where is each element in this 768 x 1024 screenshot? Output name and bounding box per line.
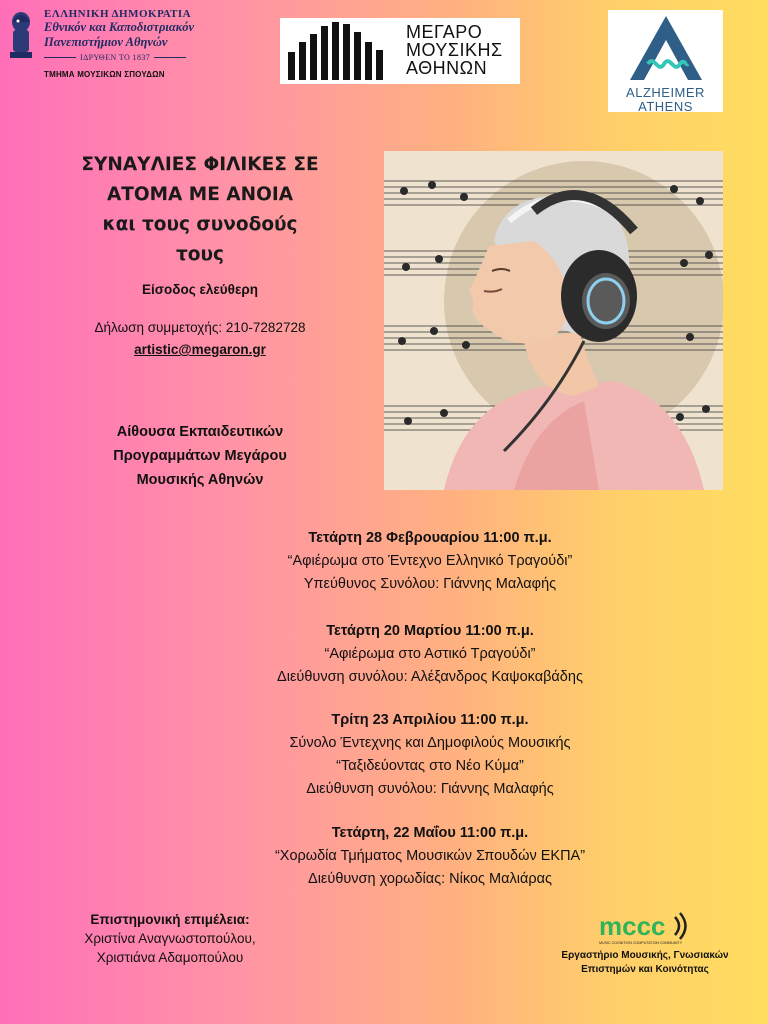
event-line: Διεύθυνση συνόλου: Αλέξανδρος Καψοκαβάδης	[277, 669, 583, 685]
event-date: Τρίτη 23 Απριλίου 11:00 π.μ.	[331, 712, 529, 728]
curator-1: Χριστίνα Αναγνωστοπούλου,	[84, 931, 256, 946]
university-name-line2: Πανεπιστήμιον Αθηνών	[44, 35, 168, 49]
free-entry-text: Είσοδος ελεύθερη	[142, 282, 258, 297]
registration-phone: Δήλωση συμμετοχής: 210-7282728	[94, 320, 306, 335]
event-line: Σύνολο Έντεχνης και Δημοφιλούς Μουσικής	[289, 735, 571, 751]
event-2	[150, 620, 710, 689]
event-date: Τετάρτη 28 Φεβρουαρίου 11:00 π.μ.	[308, 530, 552, 546]
event-line: “Αφιέρωμα στο Έντεχνο Ελληνικό Τραγούδι”	[287, 553, 573, 569]
department-name: ΤΜΗΜΑ ΜΟΥΣΙΚΩΝ ΣΠΟΥΔΩΝ	[44, 70, 165, 79]
megaron-word-3: ΑΘΗΝΩΝ	[406, 58, 488, 78]
title-line-3: και τους συνοδούς	[102, 214, 298, 235]
curator-2: Χριστιάνα Αδαμοπούλου	[96, 950, 244, 965]
title-line-1: ΣΥΝΑΥΛΙΕΣ ΦΙΛΙΚΕΣ ΣΕ	[81, 154, 319, 175]
university-country: ΕΛΛΗΝΙΚΗ ΔΗΜΟΚΡΑΤΙΑ	[44, 8, 192, 20]
mccc-logo-subtitle: MUSIC COGNITION COMPUTATION COMMUNITY	[599, 941, 683, 945]
piano-bars-icon	[286, 20, 394, 82]
university-header	[4, 6, 234, 90]
mccc-logo-text: mccc	[599, 911, 666, 941]
mccc-logo-icon	[597, 909, 693, 947]
lab-line-2: Επιστημών και Κοινότητας	[581, 964, 709, 975]
event-line: Διεύθυνση συνόλου: Γιάννης Μαλαφής	[306, 781, 554, 797]
alzheimer-word: ALZHEIMER	[626, 85, 705, 100]
venue-line-3: Μουσικής Αθηνών	[136, 472, 264, 488]
event-date: Τετάρτη, 22 Μαΐου 11:00 π.μ.	[331, 825, 529, 841]
university-name-line1: Εθνικόν και Καποδιστριακόν	[44, 20, 194, 34]
event-line: Υπεύθυνος Συνόλου: Γιάννης Μαλαφής	[303, 576, 557, 592]
title-line-4: τους	[176, 244, 224, 265]
lab-caption	[545, 949, 745, 977]
alzheimer-a-icon	[626, 14, 706, 84]
title-line-2: ΑΤΟΜΑ ΜΕ ΑΝΟΙΑ	[106, 184, 294, 205]
event-date: Τετάρτη 20 Μαρτίου 11:00 π.μ.	[326, 623, 534, 639]
event-line: “Χορωδία Τμήματος Μουσικών Σπουδών ΕΚΠΑ”	[274, 848, 586, 864]
megaron-word-2: ΜΟΥΣΙΚΗΣ	[406, 40, 503, 60]
alzheimer-athens-logo	[608, 10, 723, 112]
venue-line-1: Αίθουσα Εκπαιδευτικών	[116, 424, 284, 440]
concert-title	[60, 150, 340, 270]
event-line: Διεύθυνση χορωδίας: Νίκος Μαλιάρας	[308, 871, 552, 887]
megaron-word-1: ΜΕΓΑΡΟ	[406, 22, 483, 42]
event-1	[150, 527, 710, 596]
event-line: “Αφιέρωμα στο Αστικό Τραγούδι”	[324, 646, 536, 662]
megaron-logo	[280, 18, 520, 84]
event-4	[150, 822, 710, 891]
scientific-heading: Επιστημονική επιμέλεια:	[90, 912, 250, 927]
lab-line-1: Εργαστήριο Μουσικής, Γνωσιακών	[561, 950, 729, 961]
event-3	[150, 709, 710, 801]
scientific-curation	[40, 910, 300, 967]
venue-line-2: Προγραμμάτων Μεγάρου	[113, 448, 287, 464]
registration-email-link[interactable]: artistic@megaron.gr	[134, 342, 266, 357]
university-founded: ΙΔΡΥΘΕΝ ΤΟ 1837	[44, 53, 234, 62]
athena-seal-icon	[4, 8, 38, 64]
venue-block	[60, 420, 340, 492]
elderly-woman-headphones-illustration	[384, 151, 723, 490]
event-line: “Ταξιδεύοντας στο Νέο Κύμα”	[336, 758, 524, 774]
athens-word: ATHENS	[638, 99, 693, 112]
